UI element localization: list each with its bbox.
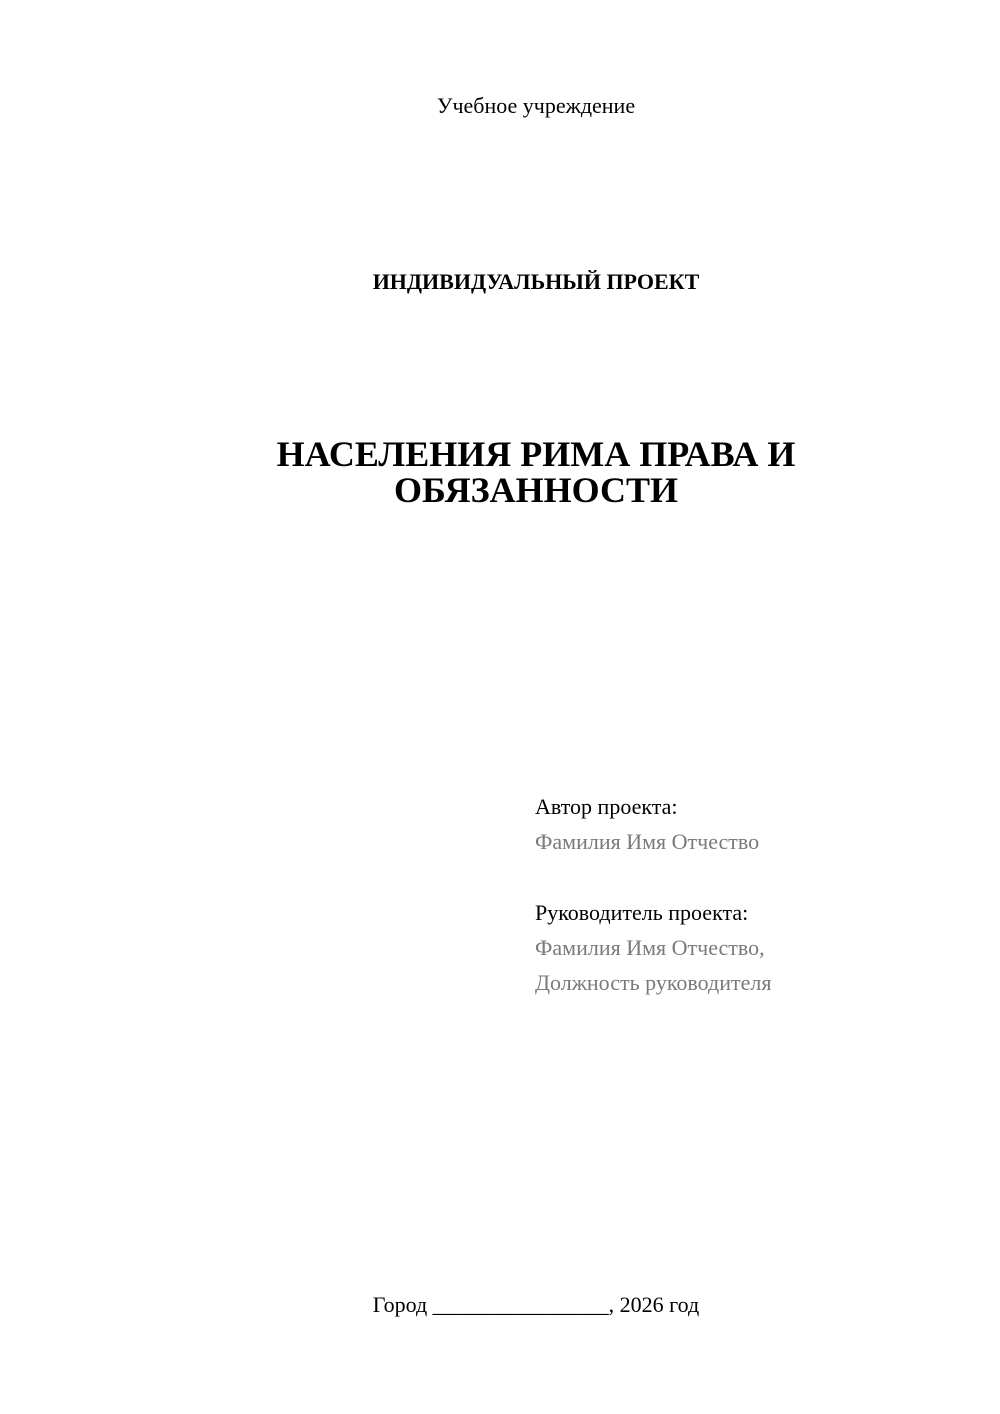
document-title-line-1: НАСЕЛЕНИЯ РИМА ПРАВА И <box>276 434 796 474</box>
city-year-line: Город ________________, 2026 год <box>372 1292 700 1317</box>
author-label: Автор проекта: <box>535 794 678 819</box>
document-title-line-2: ОБЯЗАННОСТИ <box>393 470 679 510</box>
supervisor-block <box>535 895 975 1000</box>
supervisor-label: Руководитель проекта: <box>535 900 749 925</box>
institution-name: Учебное учреждение <box>436 93 636 118</box>
supervisor-name: Фамилия Имя Отчество, <box>535 935 765 960</box>
supervisor-position: Должность руководителя <box>535 970 772 995</box>
author-block <box>535 789 975 859</box>
project-details <box>535 789 975 1000</box>
author-name: Фамилия Имя Отчество <box>535 829 760 854</box>
document-title <box>236 436 836 508</box>
document-type: ИНДИВИДУАЛЬНЫЙ ПРОЕКТ <box>372 269 700 294</box>
